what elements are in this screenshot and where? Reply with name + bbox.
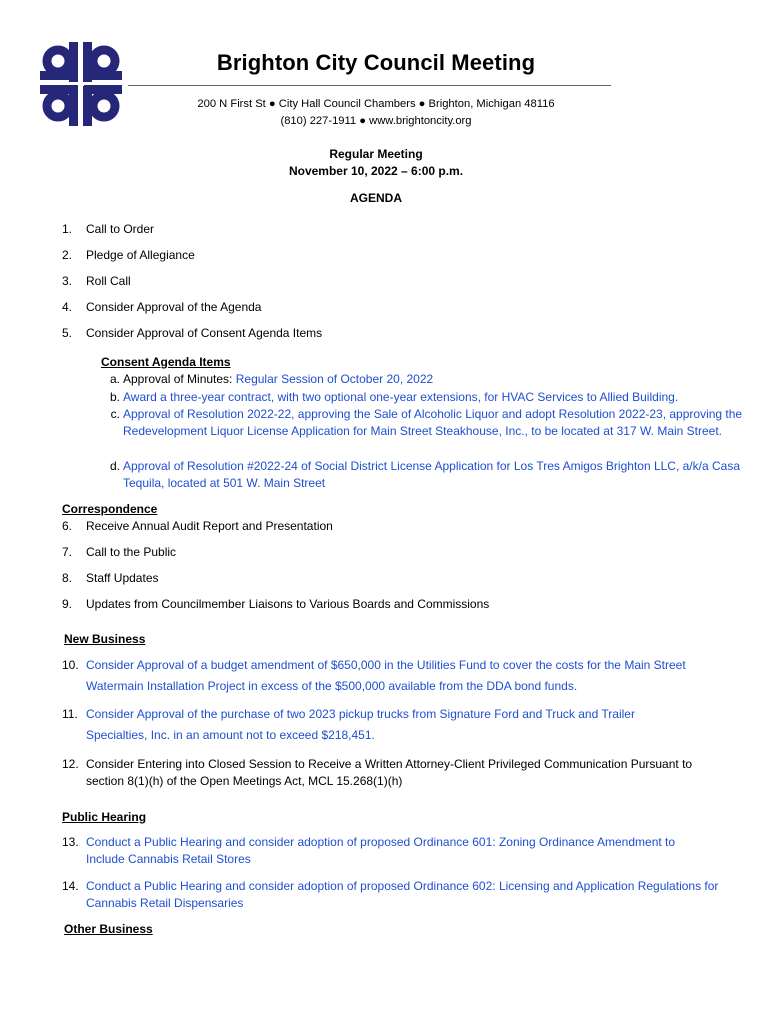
agenda-item bbox=[62, 299, 752, 316]
agenda-item bbox=[62, 834, 712, 868]
item-number: 8. bbox=[62, 571, 73, 585]
item-text: Call to the Public bbox=[86, 545, 177, 559]
item-number: 4. bbox=[62, 300, 73, 314]
agenda-item bbox=[62, 273, 752, 290]
item-number: 11. bbox=[62, 707, 78, 721]
item-number: 12. bbox=[62, 757, 79, 771]
meeting-date: November 10, 2022 – 6:00 p.m. bbox=[288, 164, 464, 178]
pickup-trucks-link[interactable]: Consider Approval of the purchase of two 2023 pickup trucks from Signature Ford and Truck and Trailer Specialties, Inc. in an amount not to exceed $218,451. bbox=[86, 707, 635, 742]
item-text: Updates from Councilmember Liaisons to Various Boards and Commissions bbox=[86, 597, 490, 611]
item-number: 2. bbox=[62, 248, 73, 262]
agenda-item bbox=[62, 704, 682, 746]
item-number: 1. bbox=[62, 222, 73, 236]
sub-letter: a. bbox=[109, 372, 120, 386]
item-number: 5. bbox=[62, 326, 73, 340]
hvac-contract-link[interactable]: Award a three-year contract, with two optional one-year extensions, for HVAC Services to Allied Building. bbox=[123, 390, 679, 404]
consent-heading: Consent Agenda Items bbox=[101, 355, 231, 369]
minutes-prefix: Approval of Minutes: bbox=[123, 372, 236, 386]
item-text: Consider Approval of Consent Agenda Items bbox=[86, 326, 323, 340]
agenda-item bbox=[62, 518, 752, 535]
agenda-label: AGENDA bbox=[349, 191, 402, 205]
item-number: 14. bbox=[62, 879, 79, 893]
liquor-resolution-link[interactable]: Approval of Resolution 2022-22, approving the Sale of Alcoholic Liquor and adopt Resolution 2022-23, approving the Redevelopment Liquor License Application for Main Street Steakhouse, Inc., to be located at 317 W. Main Street. bbox=[123, 407, 743, 438]
item-text: Staff Updates bbox=[86, 571, 159, 585]
agenda-item bbox=[62, 325, 752, 342]
agenda-item bbox=[62, 756, 702, 790]
new-business-heading: New Business bbox=[64, 632, 146, 646]
contact-line: (810) 227-1911 ● www.brightoncity.org bbox=[280, 115, 472, 127]
city-logo bbox=[38, 40, 124, 128]
agenda-item bbox=[62, 878, 727, 912]
consent-item-d bbox=[100, 458, 755, 492]
item-text: Consider Entering into Closed Session to Receive a Written Attorney-Client Privileged Communication Pursuant to section 8(1)(h) of the Open Meetings Act, MCL 15.268(1)(h) bbox=[86, 757, 693, 788]
other-business-heading: Other Business bbox=[64, 922, 153, 936]
item-number: 3. bbox=[62, 274, 73, 288]
consent-item-a bbox=[100, 371, 755, 388]
minutes-link[interactable]: Regular Session of October 20, 2022 bbox=[235, 372, 434, 386]
agenda-item bbox=[62, 570, 752, 587]
item-number: 9. bbox=[62, 597, 73, 611]
sub-letter: c. bbox=[110, 407, 120, 421]
public-hearing-heading: Public Hearing bbox=[62, 810, 147, 824]
meeting-type: Regular Meeting bbox=[329, 147, 423, 161]
item-number: 13. bbox=[62, 835, 79, 849]
item-text: Call to Order bbox=[86, 222, 155, 236]
ordinance-601-link[interactable]: Conduct a Public Hearing and consider adoption of proposed Ordinance 601: Zoning Ordinance Amendment to Include Cannabis Retail Stores bbox=[86, 835, 676, 866]
sub-letter: d. bbox=[109, 459, 120, 473]
agenda-item bbox=[62, 596, 752, 613]
consent-item-c bbox=[100, 406, 755, 440]
item-text: Consider Approval of the Agenda bbox=[86, 300, 262, 314]
consent-item-b bbox=[100, 389, 755, 406]
item-number: 6. bbox=[62, 519, 73, 533]
item-number: 10. bbox=[62, 658, 79, 672]
page-title: Brighton City Council Meeting bbox=[216, 50, 536, 75]
title-divider bbox=[128, 85, 611, 86]
item-text: Roll Call bbox=[86, 274, 131, 288]
budget-amendment-link[interactable]: Consider Approval of a budget amendment of $650,000 in the Utilities Fund to cover the costs for the Main Street Watermain Installation Project in excess of the $500,000 available from the DDA bond funds. bbox=[86, 658, 686, 693]
agenda-item bbox=[62, 544, 752, 561]
correspondence-heading: Correspondence bbox=[62, 502, 158, 516]
agenda-item bbox=[62, 221, 752, 238]
agenda-item bbox=[62, 655, 722, 697]
item-text: Receive Annual Audit Report and Presentation bbox=[86, 519, 333, 533]
social-district-link[interactable]: Approval of Resolution #2022-24 of Social District License Application for Los Tres Amigos Brighton LLC, a/k/a Casa Tequila, located at 501 W. Main Street bbox=[123, 459, 740, 490]
item-text: Pledge of Allegiance bbox=[86, 248, 195, 262]
address-line: 200 N First St ● City Hall Council Chambers ● Brighton, Michigan 48116 bbox=[197, 98, 555, 110]
agenda-item bbox=[62, 247, 752, 264]
sub-letter: b. bbox=[109, 390, 120, 404]
ordinance-602-link[interactable]: Conduct a Public Hearing and consider adoption of proposed Ordinance 602: Licensing and Application Regulations for Cannabis Retail Dispensaries bbox=[86, 879, 719, 910]
item-number: 7. bbox=[62, 545, 73, 559]
